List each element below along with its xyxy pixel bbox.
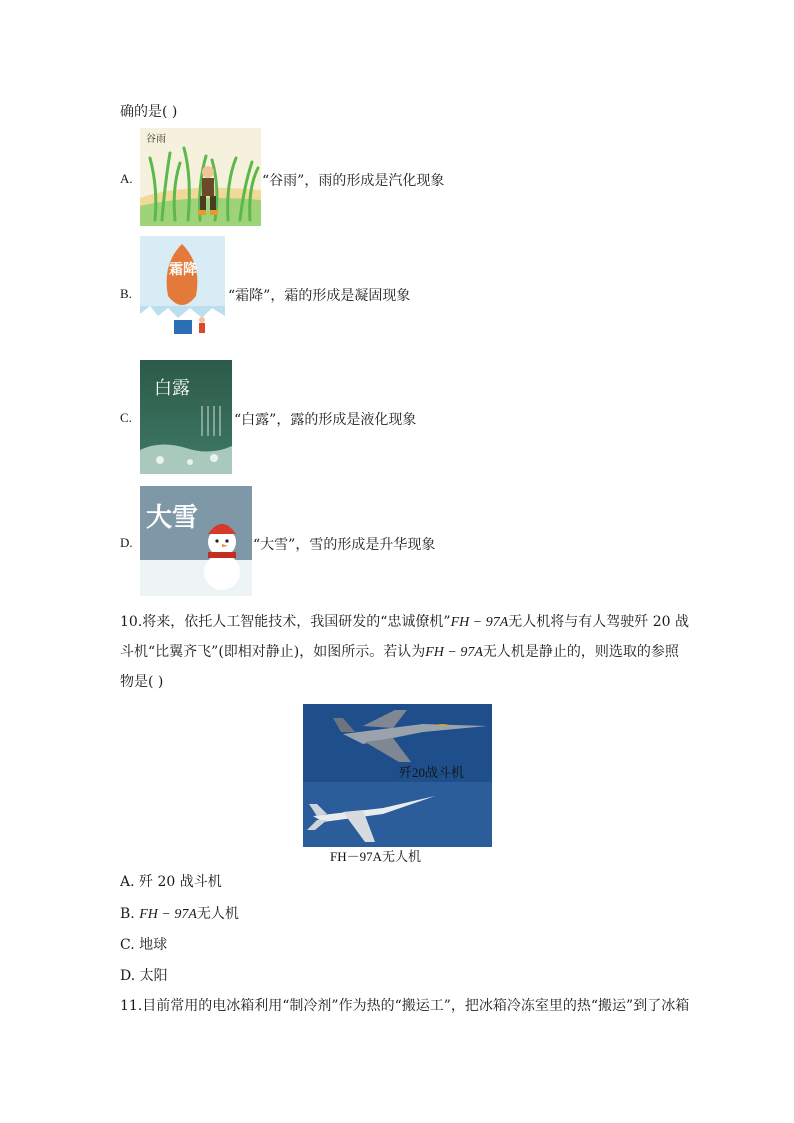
q9-option-c-text: “白露”，露的形成是液化现象 bbox=[234, 412, 417, 428]
bailu-poster-image bbox=[140, 360, 232, 474]
q10-stem-line2-a: 斗机“比翼齐飞”(即相对静止)，如图所示。若认为 bbox=[120, 644, 426, 660]
q9-option-a-letter: A. bbox=[120, 171, 133, 186]
q10-option-d-text: 太阳 bbox=[139, 968, 168, 984]
fighter-label: 歼20战斗机 bbox=[399, 765, 465, 780]
q10-option-b-math: FH − 97A bbox=[139, 907, 197, 922]
shuangjiang-poster-image bbox=[140, 236, 225, 348]
q10-option-c-text: 地球 bbox=[139, 937, 168, 953]
q10-option-d bbox=[120, 966, 168, 986]
q10-stem-line2-b: 无人机是静止的，则选取的参照 bbox=[482, 644, 679, 660]
shuangjiang-poster-title: 霜降 bbox=[169, 262, 197, 278]
q10-stem-line2-math: FH − 97A bbox=[425, 645, 483, 660]
daxue-poster-image bbox=[140, 486, 252, 596]
q10-option-a bbox=[120, 872, 222, 892]
q10-option-b bbox=[120, 904, 239, 925]
q9-option-d-letter: D. bbox=[120, 535, 133, 550]
q9-option-b-text: “霜降”，霜的形成是凝固现象 bbox=[228, 288, 411, 304]
q10-stem-line1-math: FH − 97A bbox=[450, 615, 509, 630]
drone-label: FH－97A无人机 bbox=[330, 849, 422, 864]
q10-stem-line2 bbox=[120, 642, 679, 663]
q10-option-c-letter: C. bbox=[120, 937, 135, 953]
guyu-poster-title: 谷雨 bbox=[146, 134, 166, 145]
aircraft-figure bbox=[303, 704, 492, 847]
q9-option-d-text: “大雪”，雪的形成是升华现象 bbox=[253, 537, 436, 553]
q10-stem-line1 bbox=[120, 612, 689, 633]
q10-stem-line1-a: 10.将来，依托人工智能技术，我国研发的“忠诚僚机” bbox=[120, 614, 451, 630]
bailu-poster-title: 白露 bbox=[154, 378, 190, 399]
q9-stem-tail: 确的是( ) bbox=[120, 104, 178, 120]
q10-option-b-text: 无人机 bbox=[196, 906, 239, 922]
q10-stem-line1-b: 无人机将与有人驾驶歼 20 战 bbox=[508, 614, 689, 630]
q9-option-c-letter: C. bbox=[120, 410, 132, 425]
daxue-poster-title: 大雪 bbox=[146, 503, 199, 533]
q10-option-b-letter: B. bbox=[120, 906, 135, 922]
q9-option-a-text: “谷雨”，雨的形成是汽化现象 bbox=[262, 173, 445, 189]
q10-stem-line3: 物是( ) bbox=[120, 674, 164, 690]
q10-option-d-letter: D. bbox=[120, 968, 136, 984]
q10-option-c bbox=[120, 935, 167, 955]
q9-option-b-letter: B. bbox=[120, 286, 132, 301]
q10-option-a-text: 歼 20 战斗机 bbox=[139, 874, 222, 890]
q11-stem-line1: 11.目前常用的电冰箱利用“制冷剂”作为热的“搬运工”，把冰箱冷冻室里的热“搬运”到了冰箱 bbox=[120, 998, 690, 1014]
guyu-poster-image bbox=[140, 128, 261, 226]
q10-option-a-letter: A. bbox=[120, 874, 135, 890]
